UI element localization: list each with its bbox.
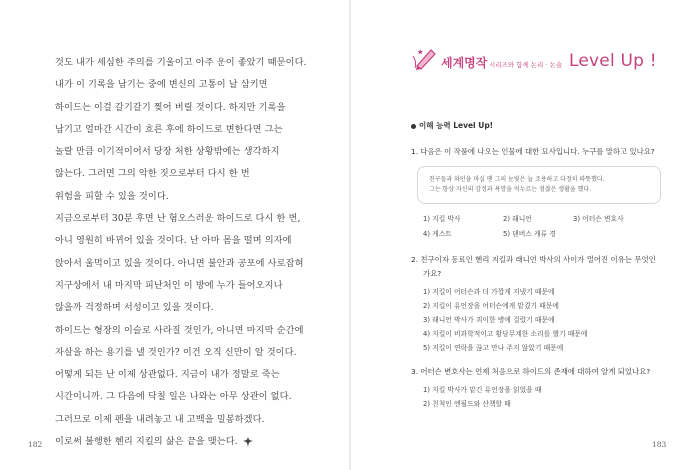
q2-option: 5) 지킬이 연락을 끊고 만나 주지 않았기 때문에 [423,344,564,352]
level-up-banner [411,40,671,80]
q2-option: 1) 지킬이 어터슨과 더 가깝게 지냈기 때문에 [423,288,555,296]
text-line: 것도 내가 세심한 주의를 기울이고 아주 운이 좋았기 때문이다. [55,57,307,68]
q2-option: 4) 지킬이 비과학적이고 황당무계한 소리를 했기 때문에 [423,330,588,338]
q1-option: 1) 지킬 박사 [423,215,461,223]
pencil-logo-icon [411,44,439,72]
text-line: 않을까 걱정하며 서성이고 있을 것이다. [55,302,214,314]
level-up-title: Level Up ! [569,51,657,71]
text-line: 이로써 불행한 헨리 지킬의 삶은 끝을 맺는다. [55,431,325,453]
bullet-icon [411,124,416,129]
series-title: 세계명작 [441,56,488,70]
page-number-left: 182 [28,440,43,449]
q3-option: 1) 지킬 박사가 맡긴 유언장을 읽었을 때 [423,386,542,394]
q3-option: 2) 친척인 엔필드와 산책할 때 [423,400,511,408]
text-line: 아니 영원히 바뀌어 있을 것이다. 난 아마 몸을 떨며 의자에 [55,235,292,247]
text-line: 시간이니까. 그 다음에 닥칠 일은 나와는 아무 상관이 없다. [55,391,292,403]
flower-ornament-icon [242,436,254,448]
text-line: 앉아서 울먹이고 있을 것이다. 아니면 불안과 공포에 사로잡혀 [55,257,304,269]
question-2-line2: 가요? [423,269,442,278]
q2-option: 2) 지킬이 유언장을 어터슨에게 맡겼기 때문에 [423,302,559,310]
text-line: 않는다. 그러면 그의 악한 짓으로부터 다시 한 번 [55,168,250,180]
q1-option: 3) 어터슨 변호사 [573,215,624,223]
series-subtitle: 시리즈와 함께 논리 · 논술 [489,61,563,69]
text-line: 하이드는 형장의 이슬로 사라질 것인가, 아니면 마지막 순간에 [55,324,304,336]
passage-line: 친구들과 와인을 마실 땐 그의 눈빛은 늘 조용하고 다정히 따뜻했다. [429,176,605,183]
question-3: 3. 어터슨 변호사는 언제 처음으로 하이드의 존재에 대하여 알게 되었나요? [411,367,651,376]
passage-line: 그는 항상 자신의 감정과 욕망을 억누르는 점잖은 생활을 했다. [429,186,592,193]
section-title-text: 이해 능력 Level Up! [419,121,494,130]
text-line: 놀랄 만큼 이기적이어서 당장 처한 상황밖에는 생각하지 [55,146,280,158]
text-line: 내가 이 기록을 남기는 중에 변신의 고통이 날 삼키면 [55,79,268,91]
text-line: 자살을 하는 용기를 낼 것인가? 이건 오직 신만이 알 것이다. [55,346,297,358]
question-2-line1: 2. 친구이자 동료인 헨리 지킬과 래니언 박사의 사이가 멀어진 이유는 무엇인 [411,255,656,264]
right-page [351,0,700,470]
text-line: 위험을 피할 수 있을 것이다. [55,190,169,202]
text-line: 어떻게 되든 난 이제 상관없다. 지금이 내가 정말로 죽는 [55,369,280,381]
q1-option: 2) 래니언 [503,215,532,223]
text-line: 지구상에서 내 마지막 피난처인 이 방에 누가 들어오지나 [55,279,283,291]
q1-option: 4) 게스트 [423,230,452,238]
question-1-passage [417,166,661,204]
section-title [411,120,493,131]
q1-option: 5) 댄버스 캐류 경 [503,230,556,238]
story-text [55,52,325,453]
page-number-right: 183 [652,440,667,449]
text-line: 지금으로부터 30분 후면 난 혐오스러운 하이드로 다시 한 번, [55,213,301,225]
q2-option: 3) 래니언 박사가 괴이한 병에 걸렸기 때문에 [423,316,555,324]
text-line: 하이드는 이걸 갈기갈기 찢어 버릴 것이다. 하지만 기록을 [55,101,286,113]
text-line: 남기고 얼마간 시간이 흐른 후에 하이드로 변한다면 그는 [55,123,283,135]
question-1: 1. 다음은 이 작품에 나오는 인물에 대한 묘사입니다. 누구를 말하고 있나요? [411,147,655,156]
text-line: 그러므로 이제 펜을 내려놓고 내 고백을 밀봉하겠다. [55,413,265,425]
